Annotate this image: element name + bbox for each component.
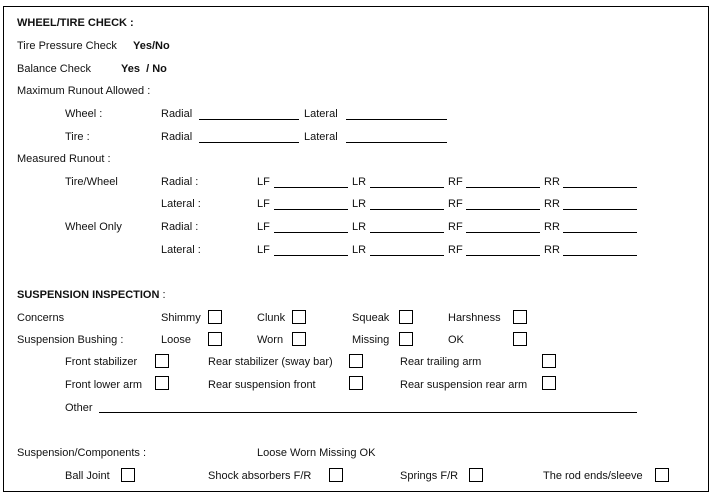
wo-radial-lr-field[interactable]: [370, 232, 444, 233]
wo-lateral-lf-field[interactable]: [274, 255, 348, 256]
springs-label: Springs F/R: [400, 470, 459, 482]
ball-joint-checkbox[interactable]: [121, 468, 135, 482]
wo-radial-rf-label: RF: [448, 221, 463, 233]
other-field[interactable]: [99, 412, 637, 413]
rear-suspension-front-label: Rear suspension front: [208, 379, 316, 391]
max-wheel-lateral-field[interactable]: [346, 119, 447, 120]
max-tire-label: Tire :: [65, 131, 90, 143]
wo-lateral-rr-field[interactable]: [563, 255, 637, 256]
tire-wheel-lateral-label: Lateral :: [161, 198, 201, 210]
wo-radial-rf-field[interactable]: [466, 232, 540, 233]
bushing-ok-label: OK: [448, 334, 464, 346]
rear-trailing-arm-label: Rear trailing arm: [400, 356, 482, 368]
bushing-ok-checkbox[interactable]: [513, 332, 527, 346]
bushing-missing-label: Missing: [352, 334, 390, 346]
front-lower-arm-label: Front lower arm: [65, 379, 143, 391]
tw-radial-lr-field[interactable]: [370, 187, 444, 188]
bushing-worn-checkbox[interactable]: [292, 332, 306, 346]
concern-shimmy-label: Shimmy: [161, 312, 201, 324]
tw-lateral-lf-label: LF: [257, 198, 270, 210]
rear-suspension-rear-arm-checkbox[interactable]: [542, 376, 556, 390]
springs-checkbox[interactable]: [469, 468, 483, 482]
components-status-header: Loose Worn Missing OK: [257, 447, 376, 459]
balance-check-label: Balance Check: [17, 63, 91, 75]
max-tire-lateral-field[interactable]: [346, 142, 447, 143]
rod-ends-checkbox[interactable]: [655, 468, 669, 482]
concern-shimmy-checkbox[interactable]: [208, 310, 222, 324]
tw-lateral-lf-field[interactable]: [274, 209, 348, 210]
tw-radial-lf-label: LF: [257, 176, 270, 188]
tw-radial-rr-label: RR: [544, 176, 560, 188]
rear-trailing-arm-checkbox[interactable]: [542, 354, 556, 368]
wo-lateral-lr-label: LR: [352, 244, 367, 256]
wo-radial-rr-field[interactable]: [563, 232, 637, 233]
max-wheel-radial-label: Radial: [161, 108, 193, 120]
bushing-missing-checkbox[interactable]: [399, 332, 413, 346]
tw-radial-rf-label: RF: [448, 176, 463, 188]
tw-lateral-rf-label: RF: [448, 198, 463, 210]
concern-squeak-checkbox[interactable]: [399, 310, 413, 324]
wo-radial-lf-label: LF: [257, 221, 270, 233]
front-lower-arm-checkbox[interactable]: [155, 376, 169, 390]
rod-ends-label: The rod ends/sleeve: [543, 470, 643, 482]
concern-harshness-checkbox[interactable]: [513, 310, 527, 324]
wheel-only-label: Wheel Only: [65, 221, 122, 233]
tire-wheel-label: Tire/Wheel: [65, 176, 118, 188]
shock-absorbers-checkbox[interactable]: [329, 468, 343, 482]
max-runout-label: Maximum Runout Allowed :: [17, 85, 151, 97]
concern-clunk-checkbox[interactable]: [292, 310, 306, 324]
wo-radial-lf-field[interactable]: [274, 232, 348, 233]
tw-radial-lf-field[interactable]: [274, 187, 348, 188]
tw-lateral-rr-field[interactable]: [563, 209, 637, 210]
other-label: Other: [65, 402, 93, 414]
tw-lateral-rf-field[interactable]: [466, 209, 540, 210]
concern-squeak-label: Squeak: [352, 312, 390, 324]
ball-joint-label: Ball Joint: [65, 470, 110, 482]
balance-check-options[interactable]: Yes / No: [121, 63, 167, 75]
wo-radial-lr-label: LR: [352, 221, 367, 233]
suspension-title-text: SUSPENSION INSPECTION: [17, 289, 160, 301]
front-stabilizer-checkbox[interactable]: [155, 354, 169, 368]
bushing-loose-checkbox[interactable]: [208, 332, 222, 346]
max-tire-radial-label: Radial: [161, 131, 193, 143]
shock-absorbers-label: Shock absorbers F/R: [208, 470, 312, 482]
wo-radial-rr-label: RR: [544, 221, 560, 233]
tw-lateral-lr-label: LR: [352, 198, 367, 210]
bushing-loose-label: Loose: [161, 334, 191, 346]
tw-radial-rr-field[interactable]: [563, 187, 637, 188]
concern-harshness-label: Harshness: [448, 312, 501, 324]
rear-stabilizer-label: Rear stabilizer (sway bar): [208, 356, 333, 368]
rear-suspension-front-checkbox[interactable]: [349, 376, 363, 390]
wheel-only-lateral-label: Lateral :: [161, 244, 201, 256]
concerns-label: Concerns: [17, 312, 65, 324]
concern-clunk-label: Clunk: [257, 312, 286, 324]
max-wheel-lateral-label: Lateral: [304, 108, 338, 120]
tw-lateral-rr-label: RR: [544, 198, 560, 210]
suspension-title: [17, 289, 166, 301]
max-wheel-radial-field[interactable]: [199, 119, 299, 120]
wo-lateral-lf-label: LF: [257, 244, 270, 256]
front-stabilizer-label: Front stabilizer: [65, 356, 138, 368]
suspension-title-suffix: :: [159, 289, 166, 301]
components-label: Suspension/Components :: [17, 447, 147, 459]
bushing-worn-label: Worn: [257, 334, 284, 346]
wo-lateral-lr-field[interactable]: [370, 255, 444, 256]
rear-suspension-rear-arm-label: Rear suspension rear arm: [400, 379, 528, 391]
wo-lateral-rf-label: RF: [448, 244, 463, 256]
tire-pressure-options[interactable]: Yes/No: [133, 40, 170, 52]
wheel-tire-title: WHEEL/TIRE CHECK :: [17, 17, 134, 29]
max-tire-radial-field[interactable]: [199, 142, 299, 143]
tire-wheel-radial-label: Radial :: [161, 176, 199, 188]
wo-lateral-rr-label: RR: [544, 244, 560, 256]
tw-lateral-lr-field[interactable]: [370, 209, 444, 210]
bushing-label: Suspension Bushing :: [17, 334, 124, 346]
tw-radial-rf-field[interactable]: [466, 187, 540, 188]
measured-runout-label: Measured Runout :: [17, 153, 111, 165]
tire-pressure-label: Tire Pressure Check: [17, 40, 117, 52]
tw-radial-lr-label: LR: [352, 176, 367, 188]
wo-lateral-rf-field[interactable]: [466, 255, 540, 256]
wheel-only-radial-label: Radial :: [161, 221, 199, 233]
max-wheel-label: Wheel :: [65, 108, 103, 120]
rear-stabilizer-checkbox[interactable]: [349, 354, 363, 368]
max-tire-lateral-label: Lateral: [304, 131, 338, 143]
